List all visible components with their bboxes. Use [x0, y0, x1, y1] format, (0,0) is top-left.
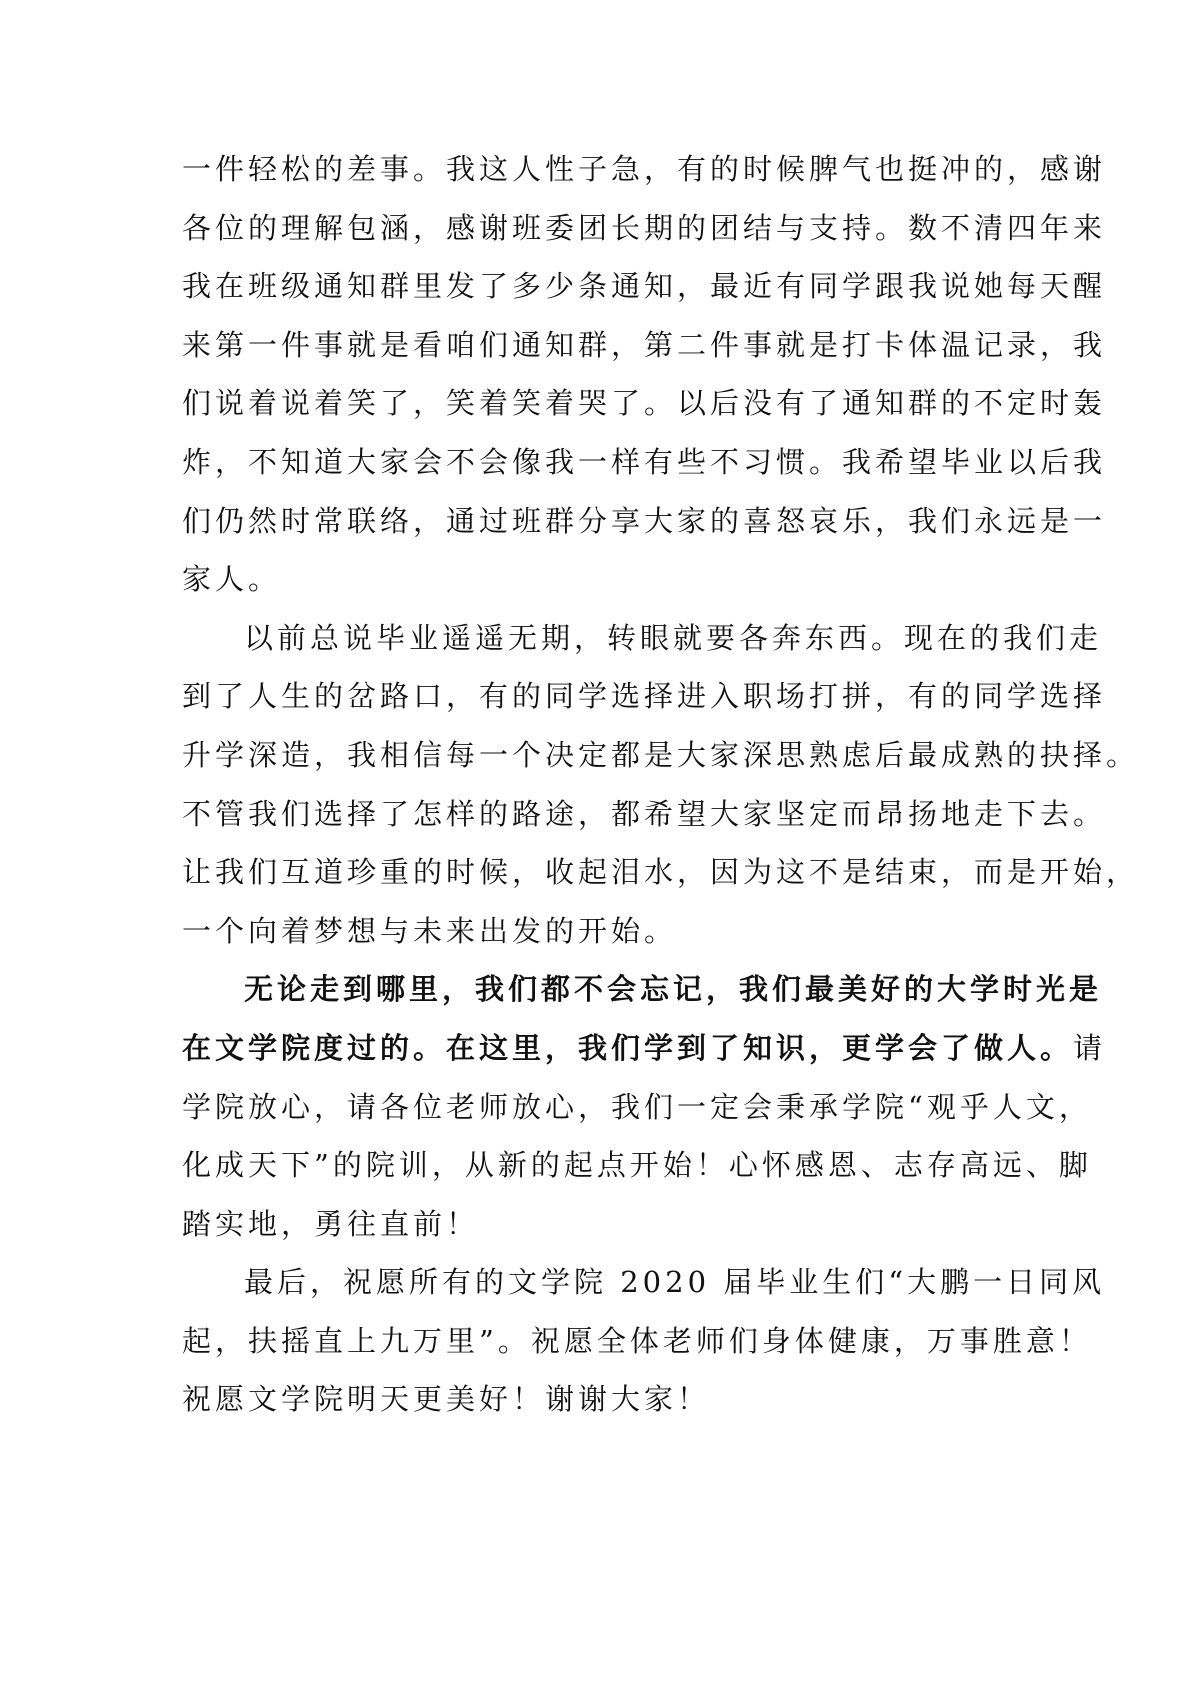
- text-line: [182, 843, 1140, 902]
- text-segment: 来第一件事就是看咱们通知群，第二件事就是打卡体温记录，我: [182, 327, 1107, 362]
- text-segment: 一件轻松的差事。我这人性子急，有的时候脾气也挺冲的，感谢: [182, 152, 1107, 186]
- text-segment: 各位的理解包涵，感谢班委团长期的团结与支持。数不清四年来: [182, 210, 1107, 245]
- text-line: [182, 1078, 1092, 1137]
- text-line: [182, 1312, 1092, 1371]
- text-line: [182, 374, 1107, 433]
- body-text: [182, 140, 1140, 1429]
- text-line: [182, 667, 1107, 726]
- text-segment: 踏实地，勇往直前！: [182, 1206, 480, 1241]
- text-segment: 祝愿文学院明天更美好！谢谢大家！: [182, 1382, 711, 1417]
- paragraph-p3: [182, 960, 1107, 1253]
- text-segment: 到了人生的岔路口，有的同学选择进入职场打拼，有的同学选择: [182, 679, 1107, 714]
- text-segment: 不管我们选择了怎样的路途，都希望大家坚定而昂扬地走下去。: [182, 796, 1107, 831]
- text-segment: 请: [1073, 1030, 1107, 1065]
- text-segment: 家人。: [182, 562, 282, 597]
- text-line: [182, 199, 1107, 258]
- text-line: [182, 609, 1103, 668]
- text-line: [182, 902, 1062, 961]
- text-segment: 让我们互道珍重的时候，收起泪水，因为这不是结束，而是开始，: [182, 855, 1140, 890]
- text-segment: 起，扶摇直上九万里”。祝愿全体老师们身体健康，万事胜意！: [182, 1323, 1092, 1358]
- text-segment: 我在班级通知群里发了多少条通知，最近有同学跟我说她每天醒: [182, 269, 1107, 304]
- text-segment: 一个向着梦想与未来出发的开始。: [182, 913, 678, 948]
- text-line: [182, 1136, 1092, 1195]
- text-segment: 升学深造，我相信每一个决定都是大家深思熟虑后最成熟的抉择。: [182, 737, 1140, 772]
- text-segment: 学院放心，请各位老师放心，我们一定会秉承学院“观乎人文，: [182, 1089, 1092, 1124]
- text-line: [182, 1195, 1062, 1254]
- text-segment: 们仍然时常联络，通过班群分享大家的喜怒哀乐，我们永远是一: [182, 503, 1107, 538]
- text-segment: 化成天下”的院训，从新的起点开始！心怀感恩、志存高远、脚: [182, 1148, 1092, 1183]
- text-line: [182, 726, 1140, 785]
- text-line: [182, 1019, 1107, 1078]
- text-line: [182, 1370, 1062, 1429]
- text-segment: 们说着说着笑了，笑着笑着哭了。以后没有了通知群的不定时轰: [182, 386, 1107, 421]
- paragraph-p2: [182, 609, 1140, 961]
- text-segment: 炸，不知道大家会不会像我一样有些不习惯。我希望毕业以后我: [182, 444, 1107, 479]
- text-line: [182, 140, 1107, 199]
- paragraph-p4: [182, 1253, 1106, 1429]
- text-line: [182, 960, 1103, 1019]
- bold-text-segment: 无论走到哪里，我们都不会忘记，我们最美好的大学时光是: [244, 972, 1103, 1007]
- text-line: [182, 785, 1107, 844]
- text-line: [182, 257, 1107, 316]
- text-segment: 以前总说毕业遥遥无期，转眼就要各奔东西。现在的我们走: [244, 620, 1103, 655]
- text-line: [182, 316, 1107, 375]
- text-line: [182, 550, 1062, 609]
- text-line: [182, 492, 1107, 551]
- text-line: [182, 433, 1107, 492]
- text-segment: 最后，祝愿所有的文学院 2020 届毕业生们“大鹏一日同风: [244, 1265, 1106, 1300]
- bold-text-segment: 在文学院度过的。在这里，我们学到了知识，更学会了做人。: [182, 1030, 1074, 1065]
- text-line: [182, 1253, 1106, 1312]
- paragraph-p1: [182, 140, 1107, 609]
